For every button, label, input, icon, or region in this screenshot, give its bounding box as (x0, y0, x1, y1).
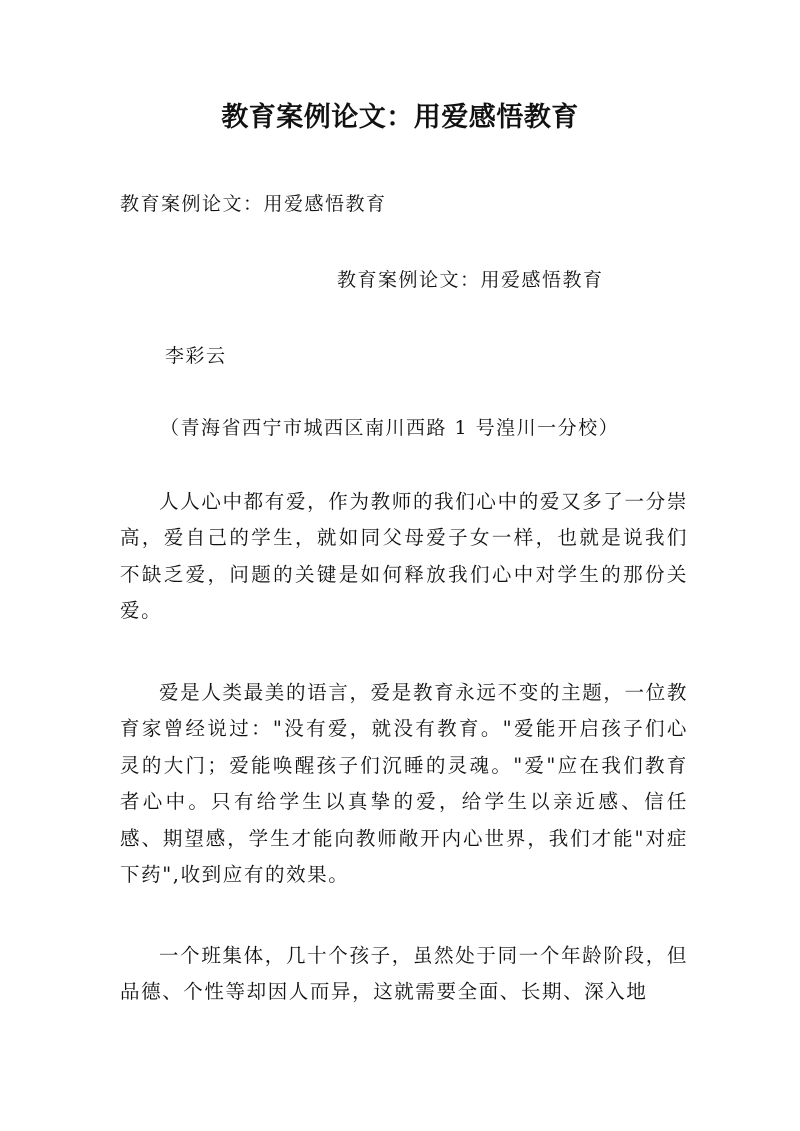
document-subtitle-right: 教育案例论文：用爱感悟教育 (337, 269, 604, 291)
document-title: 教育案例论文：用爱感悟教育 (221, 102, 579, 133)
author-name: 李彩云 (165, 345, 227, 367)
paragraph-3: 一个班集体，几十个孩子，虽然处于同一个年龄阶段，但品德、个性等却因人而异，这就需要全面、长期、深入地 (120, 944, 688, 1004)
author-address: （青海省西宁市城西区南川西路 1 号湟川一分校） (160, 417, 620, 439)
document-subtitle: 教育案例论文：用爱感悟教育 (120, 193, 387, 215)
paragraph-1: 人人心中都有爱，作为教师的我们心中的爱又多了一分崇高，爱自己的学生，就如同父母爱子女一样，也就是说我们不缺乏爱，问题的关键是如何释放我们心中对学生的那份关爱。 (120, 490, 688, 623)
paragraph-2: 爱是人类最美的语言，爱是教育永远不变的主题，一位教育家曾经说过："没有爱，就没有教育。"爱能开启孩子们心灵的大门；爱能唤醒孩子们沉睡的灵魂。"爱"应在我们教育者心中。只有给学生以真挚的爱，给学生以亲近感、信任感、期望感，学生才能向教师敞开内心世界，我们才能"对症下药",收到应有的效果。 (120, 681, 688, 887)
